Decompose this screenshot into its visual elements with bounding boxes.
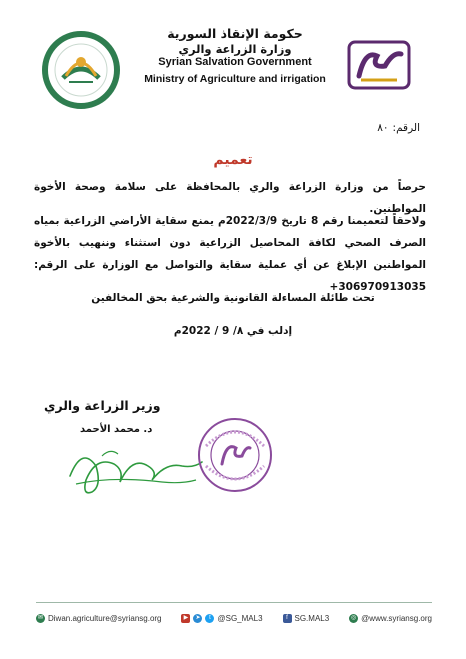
footer-website[interactable] <box>349 614 432 623</box>
header-english-ministry: Ministry of Agriculture and irrigation <box>144 72 326 85</box>
place-date-line: إدلب في ٨/ 9 / 2022م <box>173 325 293 337</box>
footer-social-handle[interactable] <box>181 614 262 623</box>
handwritten-signature <box>62 436 212 502</box>
footer-website-text: @www.syriansg.org <box>361 613 432 623</box>
footer-email-text: Diwan.agriculture@syriansg.org <box>48 613 162 623</box>
official-stamp <box>196 416 274 494</box>
footer-email[interactable] <box>36 614 162 623</box>
body-paragraph-2: ولاحقاً لتعميمنا رقم 8 تاريخ 2022/3/9م يمنع سقاية الأراضي الزراعية بمياه الصرف الصحي لكافة المحاصيل الزراعية دون استثناء وننهيب بالأخوة المواطنين الإبلاغ عن أي عملية سقاية والتواصل مع الوزارة على الرقم: 306970913035+ <box>34 215 426 293</box>
header-arabic-ministry: وزارة الزراعة والري <box>178 41 292 56</box>
ministry-emblem-logo <box>36 30 126 110</box>
footer-divider <box>36 602 432 603</box>
minister-title: وزير الزراعة والري <box>44 398 161 413</box>
telegram-icon: ➤ <box>195 614 201 621</box>
footer-social-text: @SG_MAL3 <box>217 613 263 623</box>
mail-icon: ✉ <box>37 614 44 621</box>
globe-icon: ◎ <box>351 614 357 621</box>
youtube-icon: ▶ <box>181 614 190 623</box>
circular-title: تعميم <box>213 152 253 168</box>
header-text-block <box>130 26 340 86</box>
twitter-icon: t <box>205 614 214 623</box>
government-logo <box>345 36 415 94</box>
reference-number <box>373 122 420 134</box>
footer-contacts <box>36 610 432 626</box>
reference-value: ٨٠ <box>377 122 389 134</box>
header-english-government: Syrian Salvation Government <box>158 56 312 68</box>
body-paragraph-1: حرصاً من وزارة الزراعة والري بالمحافظة على سلامة وصحة الأخوة المواطنين. <box>34 181 426 215</box>
warning-line: تحت طائلة المساءلة القانونية والشرعية بحق المخالفين <box>91 292 375 304</box>
minister-name: د. محمد الأحمد <box>80 424 153 435</box>
footer-facebook-text: SG.MAL3 <box>294 613 330 623</box>
footer-facebook[interactable] <box>283 614 330 623</box>
reference-label: الرقم: <box>392 122 420 134</box>
facebook-icon: f <box>283 614 292 623</box>
header-arabic-government: حكومة الإنقاذ السورية <box>167 26 303 41</box>
